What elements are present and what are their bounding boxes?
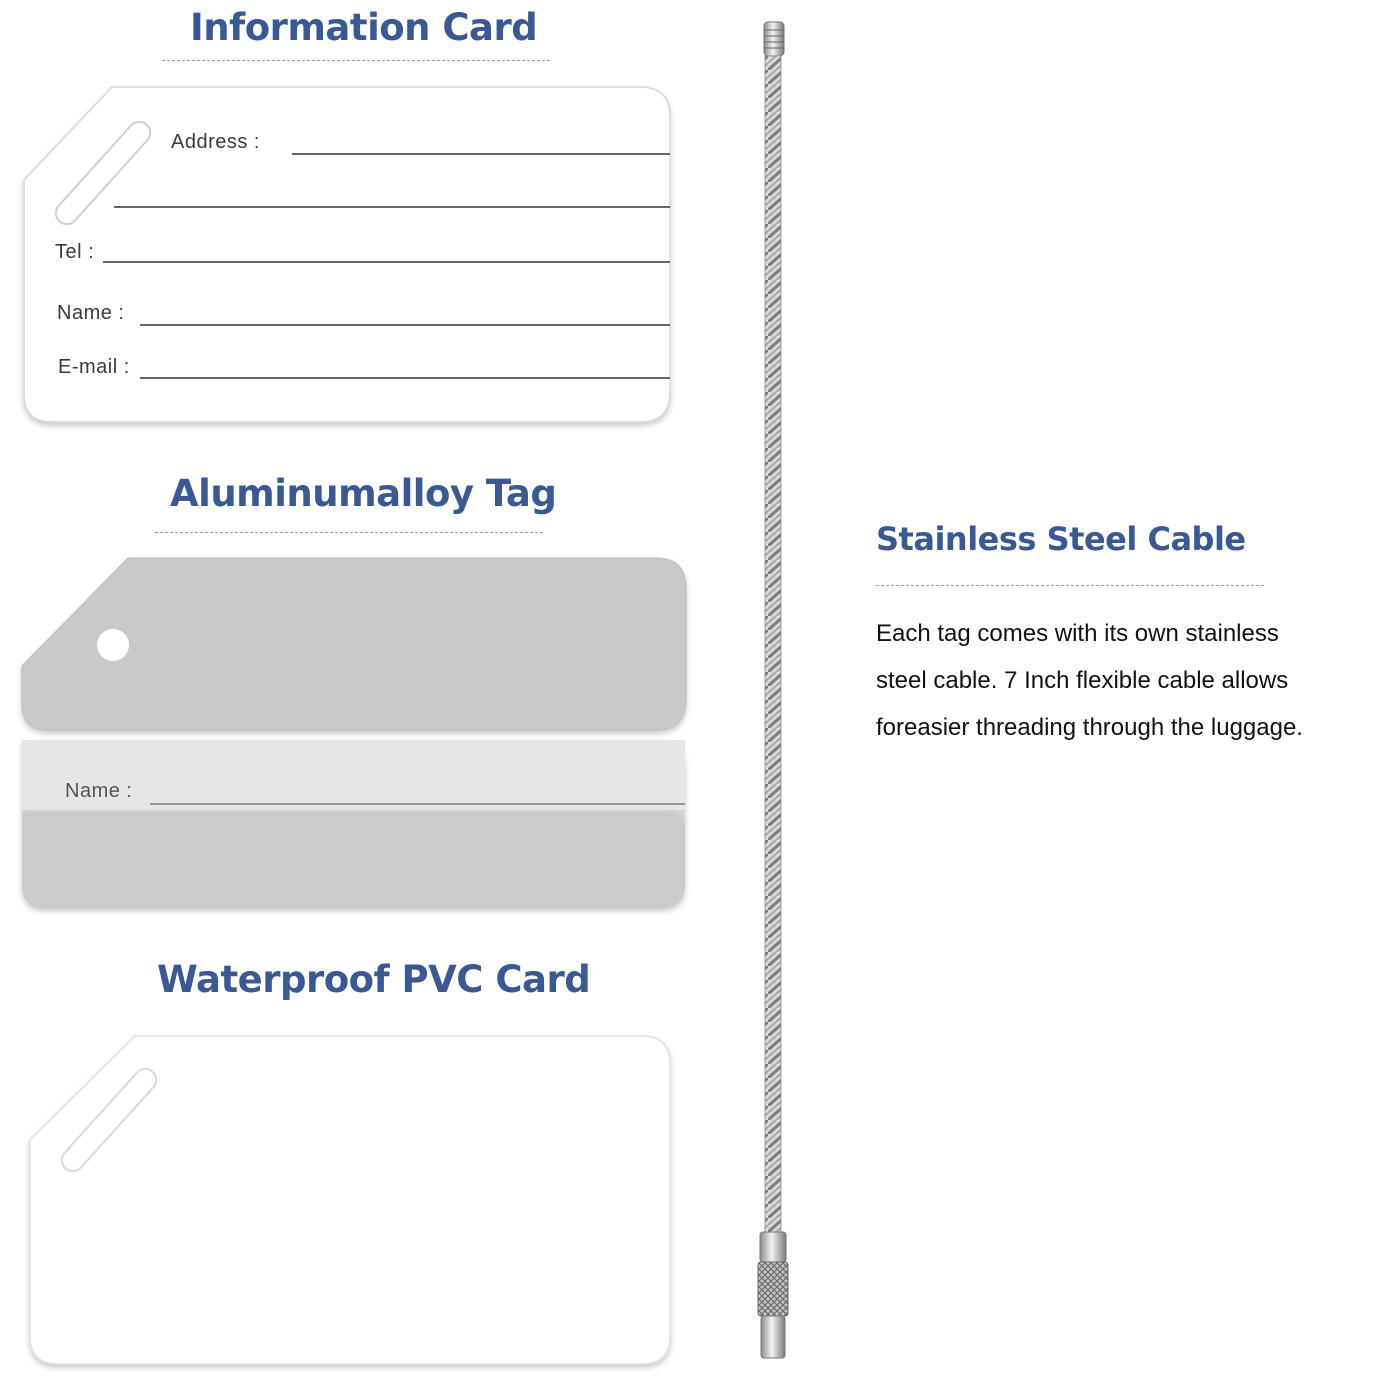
cable-wire <box>765 56 781 1346</box>
steel-cable <box>758 22 788 1358</box>
tel-label: Tel : <box>55 241 95 263</box>
information-card-heading: Information Card <box>190 6 538 49</box>
aluminum-name-label: Name : <box>65 780 133 802</box>
aluminum-tag-heading: Aluminumalloy Tag <box>170 472 557 515</box>
description-line: Each tag comes with its own stainless <box>876 620 1279 647</box>
name-label: Name : <box>57 302 125 324</box>
pvc-card <box>30 1036 670 1364</box>
address-label: Address : <box>171 131 260 153</box>
cable-description <box>876 610 1366 751</box>
tag-hole <box>97 629 129 661</box>
description-line: steel cable. 7 Inch flexible cable allows <box>876 667 1289 694</box>
cable-knurled-lock <box>758 1262 788 1316</box>
pvc-card-heading: Waterproof PVC Card <box>157 958 591 1001</box>
cable-heading: Stainless Steel Cable <box>876 520 1246 558</box>
aluminum-tag <box>22 558 686 908</box>
email-label: E-mail : <box>58 356 130 378</box>
description-line: foreasier threading through the luggage. <box>876 714 1303 741</box>
